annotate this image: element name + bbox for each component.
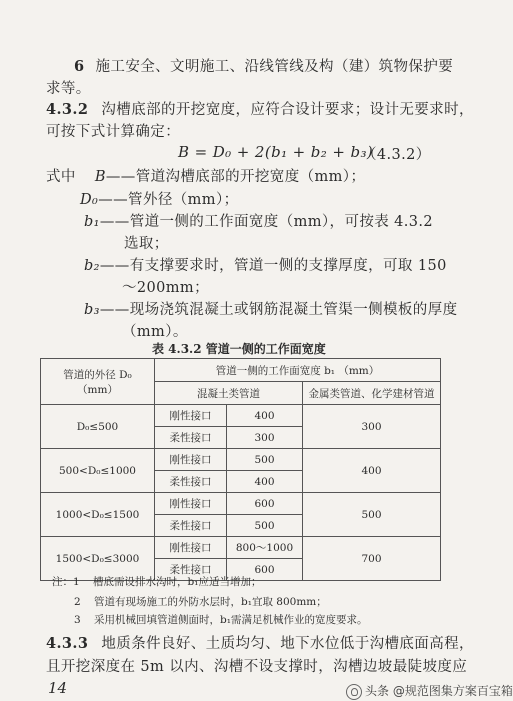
def-B-line: [46, 165, 365, 186]
def-b1-text: ——管道一侧的工作面宽度（mm），可按表 4.3.2: [99, 214, 434, 230]
formula: B = D₀ + 2(b₁ + b₂ + b₃): [178, 143, 374, 161]
table-header-diameter-line-2: （mm）: [77, 383, 118, 396]
table-cell-range: D₀≤500: [41, 405, 155, 449]
table-row: [41, 449, 441, 471]
note-2: [74, 594, 327, 609]
def-lead: 式中: [46, 169, 76, 185]
def-b3-line: [84, 298, 458, 319]
table-header-diameter: [41, 359, 155, 405]
def-b2-line: [84, 254, 447, 275]
table-cell-value: 300: [227, 427, 303, 449]
table-cell-joint: 刚性接口: [155, 449, 227, 471]
table-header-concrete: 混凝土类管道: [155, 382, 303, 405]
section-4-3-3-number: 4.3.3: [46, 635, 89, 652]
section-4-3-3-line-1: [46, 632, 474, 653]
table-row: [41, 537, 441, 559]
def-D-line: [80, 188, 239, 209]
table-header-width: 管道一侧的工作面宽度 b₁ （mm）: [155, 359, 441, 382]
table-cell-joint: 柔性接口: [155, 471, 227, 493]
section-4-3-2-text: 沟槽底部的开挖宽度，应符合设计要求；设计无要求时，: [101, 102, 474, 118]
def-b1-symbol: b₁: [84, 214, 100, 230]
table-cell-joint: 柔性接口: [155, 427, 227, 449]
section-4-3-2-line-2: 可按下式计算确定：: [46, 124, 181, 140]
section-4-3-3-text: 地质条件良好、土质均匀、地下水位低于沟槽底面高程，: [101, 636, 474, 652]
para-6-text: 施工安全、文明施工、沿线管线及构（建）筑物保护要: [95, 59, 454, 75]
page-number: 14: [48, 679, 68, 697]
section-4-3-2-line-1: [46, 98, 474, 119]
section-4-3-2-number: 4.3.2: [46, 101, 89, 118]
table-cell-value: 500: [227, 515, 303, 537]
table-row: [41, 405, 441, 427]
table-cell-range: 1000<D₀≤1500: [41, 493, 155, 537]
para-6-number: 6: [74, 58, 85, 75]
def-b2-symbol: b₂: [84, 258, 100, 274]
def-B-text: ——管道沟槽底部的开挖宽度（mm）；: [105, 169, 366, 185]
table-cell-metal-value: 400: [303, 449, 441, 493]
note-1-text: 槽底需设排水沟时，b₁应适当增加；: [93, 576, 262, 588]
table-cell-joint: 刚性接口: [155, 493, 227, 515]
work-width-table: [40, 358, 441, 581]
watermark: [346, 682, 513, 700]
def-D-text: ——管外径（mm）；: [98, 192, 239, 208]
formula-number: （4.3.2）: [362, 147, 431, 163]
table-cell-joint: 柔性接口: [155, 559, 227, 581]
table-cell-metal-value: 700: [303, 537, 441, 581]
note-2-text: 管道有现场施工的外防水层时，b₁宜取 800mm；: [94, 596, 327, 608]
table-title: 表 4.3.2 管道一侧的工作面宽度: [152, 342, 326, 356]
table-cell-metal-value: 500: [303, 493, 441, 537]
table-cell-metal-value: 300: [303, 405, 441, 449]
table-header-diameter-line-1: 管道的外径 D₀: [63, 368, 132, 381]
note-3-number: 3: [74, 614, 81, 626]
def-b3-symbol: b₃: [84, 302, 100, 318]
para-6-line-1: [74, 55, 453, 76]
table-cell-joint: 柔性接口: [155, 515, 227, 537]
table-cell-value: 500: [227, 449, 303, 471]
def-B-symbol: B: [94, 169, 106, 185]
table-cell-joint: 刚性接口: [155, 537, 227, 559]
table-cell-value: 400: [227, 471, 303, 493]
def-b1-line: [84, 210, 433, 231]
table-cell-value: 600: [227, 559, 303, 581]
note-3-text: 采用机械回填管道侧面时，b₁需满足机械作业的宽度要求。: [94, 614, 368, 626]
table-header-metal: 金属类管道、化学建材管道: [303, 382, 441, 405]
note-1: [52, 574, 261, 589]
def-b2-line-2: ～200mm；: [122, 280, 209, 296]
def-b2-text: ——有支撑要求时，管道一侧的支撑厚度，可取 150: [99, 258, 447, 274]
note-3: [74, 612, 367, 627]
table-cell-range: 500<D₀≤1000: [41, 449, 155, 493]
table-cell-joint: 刚性接口: [155, 405, 227, 427]
note-2-number: 2: [74, 596, 81, 608]
table-cell-value: 800～1000: [227, 537, 303, 559]
table-cell-range: 1500<D₀≤3000: [41, 537, 155, 581]
watermark-text: 头条 @规范图集方案百宝箱: [365, 684, 513, 698]
def-b1-line-2: 选取；: [124, 236, 169, 252]
section-4-3-3-line-2: 且开挖深度在 5m 以内、沟槽不设支撑时，沟槽边坡最陡坡度应: [46, 659, 468, 675]
def-b3-text: ——现场浇筑混凝土或钢筋混凝土管渠一侧模板的厚度: [99, 302, 458, 318]
note-lead: 注：1: [52, 576, 80, 588]
watermark-logo-icon: [346, 684, 362, 700]
table-cell-value: 400: [227, 405, 303, 427]
table-cell-value: 600: [227, 493, 303, 515]
def-D-symbol: D₀: [80, 192, 99, 208]
table-row: [41, 493, 441, 515]
def-b3-line-2: （mm）。: [122, 324, 188, 340]
para-6-line-2: 求等。: [46, 81, 91, 97]
